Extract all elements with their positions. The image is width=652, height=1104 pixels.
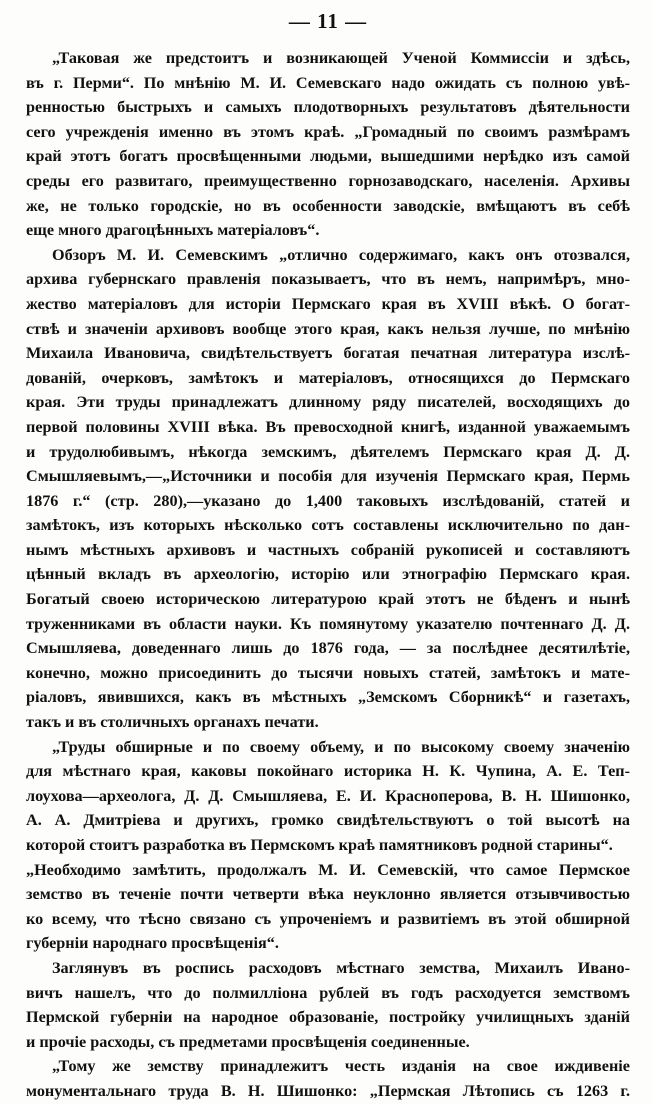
text-line: „Тому же земству принадлежитъ честь изданія на свое иждивеніе	[52, 1057, 630, 1076]
text-line: „Таковая же предстоитъ и возникающей Ученой Коммиссіи и здѣсь,	[52, 49, 630, 67]
text-line: 1876 г.“ (стр. 280),—указано до 1,400 таковыхъ изслѣдованій, статей и	[26, 491, 630, 510]
text-line: еще много драгоцѣнныхъ матеріаловъ“.	[26, 221, 320, 240]
paragraph	[26, 46, 630, 243]
text-line: ко всему, что тѣсно связано съ упроченіемъ и развитіемъ въ этой обширной	[26, 909, 630, 928]
text-line: жество матеріаловъ для исторіи Пермскаго края въ XVIII вѣкѣ. О богат-	[26, 294, 630, 313]
text-line: цѣнный вкладъ въ археологію, исторію или этнографію Пермскаго края.	[26, 565, 630, 584]
text-line: Смышляева, доведеннаго лишь до 1876 года, — за послѣднее десятилѣтіе,	[26, 639, 630, 658]
text-line: и трудолюбивымъ, нѣкогда земскимъ, дѣятелемъ Пермскаго края Д. Д.	[26, 442, 630, 461]
text-line: край этотъ богатъ просвѣщенными людьми, вышедшими нерѣдко изъ самой	[26, 147, 630, 166]
text-line: ріаловъ, явившихся, какъ въ мѣстныхъ „Земскомъ Сборникѣ“ и газетахъ,	[26, 688, 630, 707]
text-line: Обзоръ М. И. Семевскимъ „отлично содержимаго, какъ онъ отозвался,	[52, 245, 630, 264]
text-line: Михаила Ивановича, свидѣтельствуетъ богатая печатная литература изслѣ-	[26, 344, 630, 363]
text-line: земство въ теченіе почти четверти вѣка неуклонно является отзывчивостью	[26, 885, 630, 904]
text-line: ренностью быстрыхъ и самыхъ плодотворныхъ результатовъ дѣятельности	[26, 98, 630, 117]
document-body	[26, 46, 630, 1104]
text-line: Богатый своею историческою литературою край этотъ не бѣденъ и нынѣ	[26, 590, 630, 609]
text-line: дованій, очерковъ, замѣтокъ и матеріаловъ, относящихся до Пермскаго	[26, 368, 630, 387]
text-line: губерніи народнаго просвѣщенія“.	[26, 934, 279, 953]
text-line: Пермской губерніи на народное образованіе, постройку училищныхъ зданій	[26, 1008, 630, 1027]
text-line: края. Эти труды принадлежатъ длинному ряду писателей, восходящихъ до	[26, 393, 630, 412]
text-line: лоухова—археолога, Д. Д. Смышляева, Е. И. Красноперова, В. Н. Шишонко,	[26, 786, 630, 805]
paragraph	[26, 956, 630, 1054]
text-line: „Необходимо замѣтить, продолжалъ М. И. Семевскій, что самое Пермское	[26, 860, 630, 879]
text-line: же, не только городскіе, но въ особенности заводскіе, вмѣщаютъ въ себѣ	[26, 196, 630, 215]
text-line: среды его развитаго, преимущественно горнозаводскаго, населенія. Архивы	[26, 171, 630, 190]
text-line: монументальнаго труда В. Н. Шишонко: „Пермская Лѣтопись съ 1263 г.	[26, 1081, 630, 1100]
text-line: вичъ нашелъ, что до полмилліона рублей въ годъ расходуется земствомъ	[26, 983, 630, 1002]
text-line: Заглянувъ въ роспись расходовъ мѣстнаго земства, Михаилъ Ивано-	[52, 958, 630, 977]
text-line: въ г. Перми“. По мнѣнію М. И. Семевскаго надо ожидать съ полною увѣ-	[26, 73, 630, 92]
paragraph	[26, 1054, 630, 1103]
paragraph	[26, 858, 630, 956]
text-line: сего учрежденія именно въ этомъ краѣ. „Громадный по своимъ размѣрамъ	[26, 122, 630, 141]
text-line: Смышляевымъ,—„Источники и пособія для изученія Пермскаго края, Пермь	[26, 467, 630, 486]
text-line: „Труды обширные и по своему объему, и по высокому своему значенію	[52, 737, 630, 756]
text-line: такъ и въ столичныхъ органахъ печати.	[26, 713, 319, 732]
text-line: замѣтокъ, изъ которыхъ нѣсколько сотъ составлены исключительно по дан-	[26, 516, 630, 535]
text-line: и прочіе расходы, съ предметами просвѣщенія соединенные.	[26, 1032, 470, 1051]
text-line: ствѣ и значеніи архивовъ вообще этого края, какъ нельзя лучше, по мнѣнію	[26, 319, 630, 338]
text-line: труженниками въ области науки. Къ помянутому указателю почтеннаго Д. Д.	[26, 614, 630, 633]
text-line: первой половины XVIII вѣка. Въ превосходной книгѣ, изданной уважаемымъ	[26, 417, 630, 436]
page-number: — 11 —	[288, 9, 368, 33]
text-line: А. А. Дмитріева и другихъ, громко свидѣтельствуютъ о той высотѣ на	[26, 811, 630, 830]
text-line: которой стоитъ разработка въ Пермскомъ краѣ памятниковъ родной старины“.	[26, 836, 613, 854]
text-line: нымъ мѣстныхъ архивовъ и частныхъ собраній рукописей и составляютъ	[26, 540, 630, 559]
paragraph	[26, 735, 630, 858]
paragraph	[26, 243, 630, 735]
text-line: архива губернскаго правленія показываетъ, что въ немъ, напримѣръ, мно-	[26, 270, 630, 289]
text-line: конечно, можно присоединить до тысячи новыхъ статей, замѣтокъ и мате-	[26, 663, 630, 682]
text-line: для мѣстнаго края, каковы покойнаго историка Н. К. Чупина, А. Е. Теп-	[26, 762, 630, 781]
